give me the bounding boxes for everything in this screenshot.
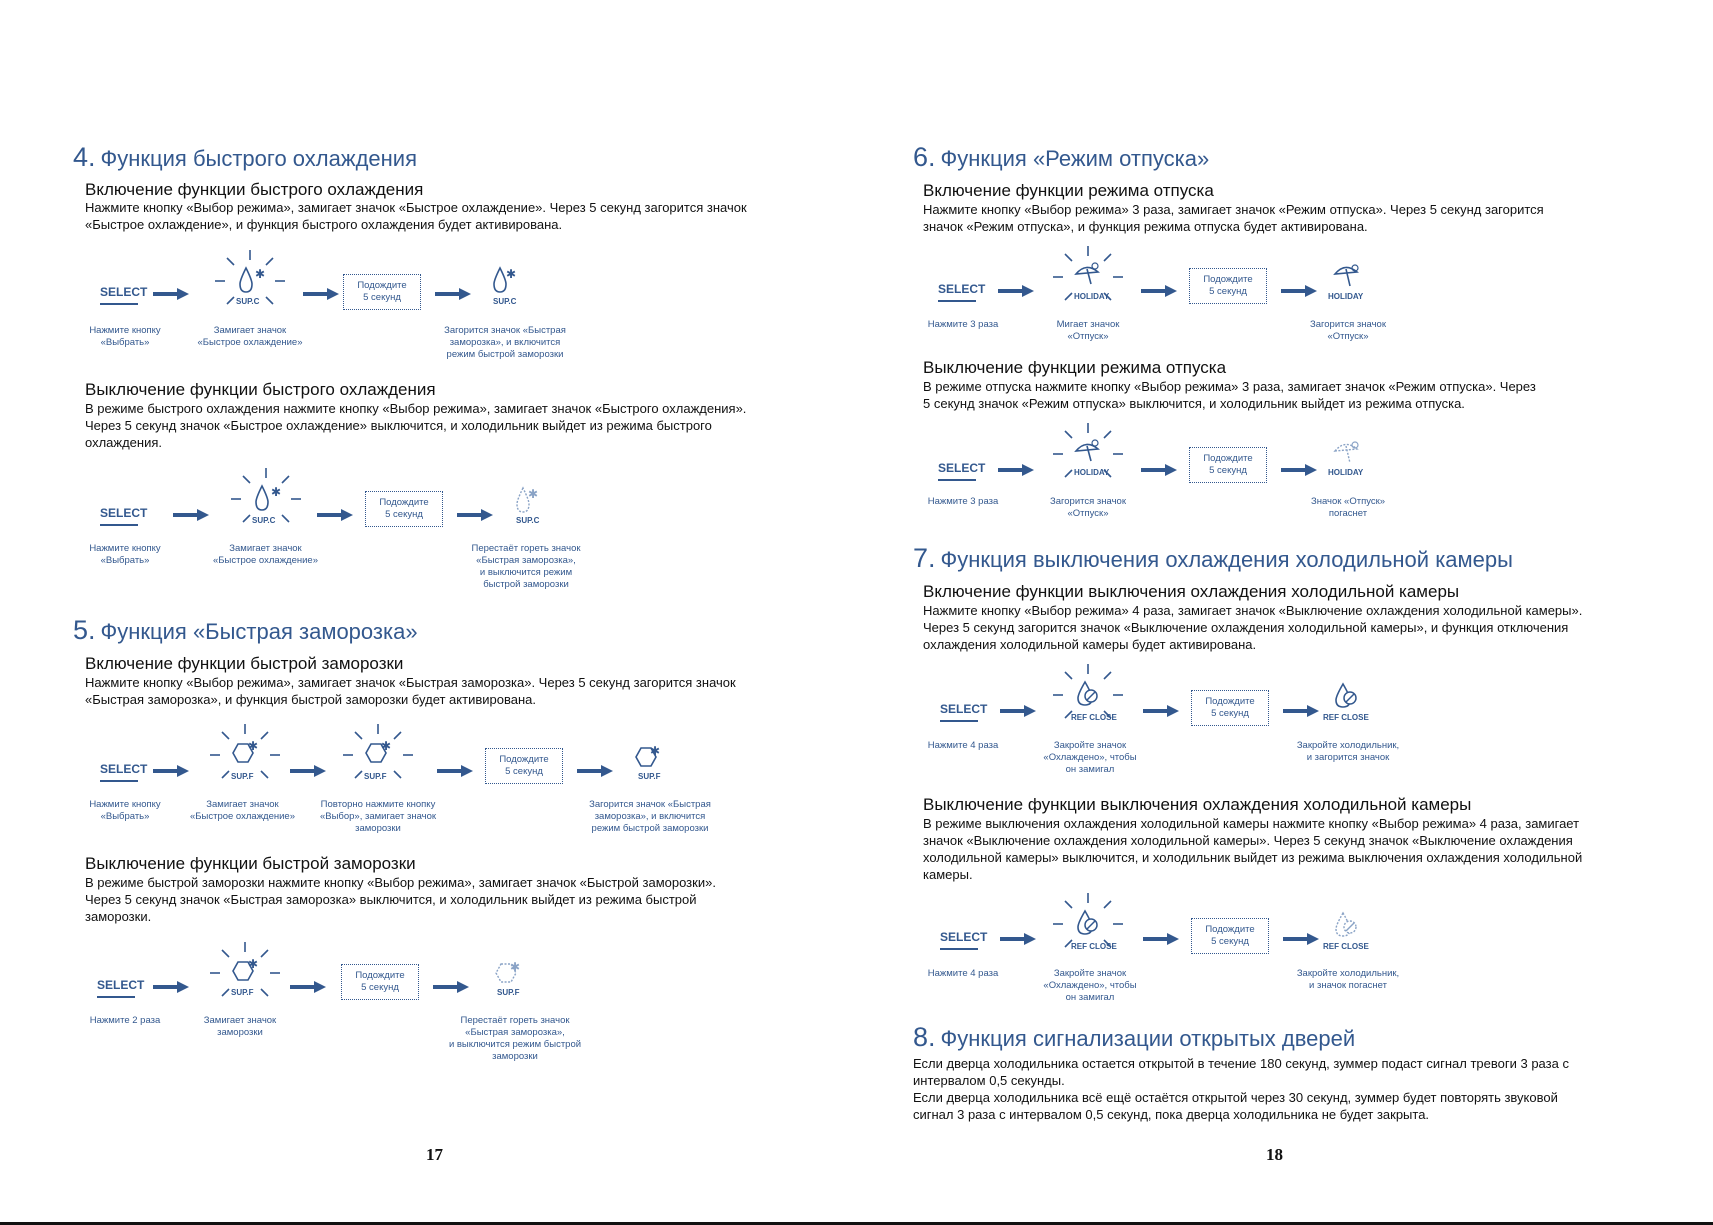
select-button: SELECT (938, 282, 985, 296)
section-7-heading: 7. Функция выключения охлаждения холодильной камеры (913, 543, 1513, 573)
wait-box: Подождите 5 секунд (1189, 268, 1267, 304)
svg-text:✱: ✱ (650, 744, 661, 758)
arrow-icon (1281, 285, 1317, 297)
s4-on-title: Включение функции быстрого охлаждения (85, 180, 424, 199)
page-18 (856, 0, 1712, 1225)
arrow-icon (433, 981, 469, 993)
s6-off-diagram (923, 421, 1623, 519)
caption: Мигает значок «Отпуск» (1056, 319, 1120, 342)
caption: Загорится значок «Быстрая заморозка», и включится режим быстрой заморозки (444, 325, 566, 360)
s6-off-title: Выключение функции режима отпуска (923, 358, 1227, 377)
s4-on-text: Нажмите кнопку «Выбор режима», замигает значок «Быстрое охлаждение». Через 5 секунд загорится значок «Быстрое охлаждение», и функция быстрого охлаждения будет активирована. (85, 200, 747, 232)
s5-off-diagram (85, 940, 785, 1062)
caption: Замигает значок «Быстрое охлаждение» (197, 325, 303, 348)
arrow-icon (290, 981, 326, 993)
wait-box: Подождите 5 секунд (343, 274, 421, 310)
s4-off-diagram (85, 466, 785, 590)
wait-box: Подождите 5 секунд (1191, 918, 1269, 954)
caption: Закройте холодильник, и загорится значок (1296, 740, 1400, 763)
page-number: 18 (1266, 1145, 1283, 1164)
arrow-icon (1000, 705, 1036, 717)
caption: Нажмите 4 раза (927, 968, 999, 979)
icon-label: SUP.F (231, 988, 254, 997)
select-button: SELECT (938, 461, 985, 475)
icon-label: SUP.F (231, 772, 254, 781)
s8-text: Если дверца холодильника остается открытой в течение 180 секунд, зуммер подаст сигнал тревоги 3 раза с интервалом 0,5 секунды. Если дверца холодильника всё ещё остаётся открытой через 30 секунд, зуммер будет повторять звуковой сигнал 3 раза с интервалом 0,5 секунд, пока дверца холодильника не будет закрыта. (913, 1056, 1569, 1122)
arrow-icon (1283, 705, 1319, 717)
svg-text:✱: ✱ (248, 739, 259, 753)
wait-box: Подождите 5 секунд (1189, 447, 1267, 483)
supf-off-icon (495, 960, 525, 990)
svg-text:✱: ✱ (528, 487, 539, 501)
s5-on-diagram (85, 722, 785, 834)
arrow-icon (998, 464, 1034, 476)
arrow-icon (1143, 705, 1179, 717)
s7-off-title: Выключение функции выключения охлаждения холодильной камеры (923, 795, 1472, 814)
caption: Закройте холодильник, и значок погаснет (1296, 968, 1400, 991)
select-button: SELECT (100, 285, 147, 299)
select-button: SELECT (940, 702, 987, 716)
icon-label: SUP.F (638, 772, 661, 781)
svg-text:✱: ✱ (248, 957, 259, 971)
icon-label: SUP.F (364, 772, 387, 781)
icon-label: SUP.C (252, 516, 276, 525)
icon-label: HOLIDAY (1328, 292, 1364, 301)
icon-label: HOLIDAY (1328, 468, 1364, 477)
s4-off-title: Выключение функции быстрого охлаждения (85, 380, 436, 399)
supc-off-icon (513, 486, 543, 516)
s7-off-diagram (923, 891, 1623, 1003)
icon-label: SUP.C (516, 516, 540, 525)
caption: Значок «Отпуск» погаснет (1310, 496, 1386, 519)
caption: Закройте значок «Охлаждено», чтобы он замигал (1043, 968, 1137, 1003)
s5-off-text: В режиме быстрой заморозки нажмите кнопку «Выбор режима», замигает значок «Быстрой заморозки». Через 5 секунд значок «Быстрая заморозка» выключится, и холодильник выйдет из режима быстрой заморозки. (85, 875, 716, 924)
caption: Замигает значок «Быстрое охлаждение» (190, 799, 295, 822)
arrow-icon (577, 765, 613, 777)
arrow-icon (1000, 933, 1036, 945)
caption: Перестаёт гореть значок «Быстрая заморозка», и выключится режим быстрой заморозки (448, 1015, 582, 1062)
caption: Повторно нажмите кнопку «Выбор», замигает значок заморозки (319, 799, 437, 834)
caption: Нажмите кнопку «Выбрать» (89, 543, 161, 566)
arrow-icon (1283, 933, 1319, 945)
svg-text:✱: ✱ (381, 739, 392, 753)
arrow-icon (437, 765, 473, 777)
arrow-icon (1141, 464, 1177, 476)
arrow-icon (1143, 933, 1179, 945)
s5-off-title: Выключение функции быстрой заморозки (85, 854, 416, 873)
icon-label: REF CLOSE (1071, 713, 1117, 722)
s6-off-text: В режиме отпуска нажмите кнопку «Выбор режима» 3 раза, замигает значок «Режим отпуска». Через 5 секунд значок «Режим отпуска» выключится, и холодильник выйдет из режима отпуска. (923, 379, 1536, 411)
s6-on-text: Нажмите кнопку «Выбор режима» 3 раза, замигает значок «Режим отпуска». Через 5 секунд загорится значок «Режим отпуска», и функция режима отпуска будет активирована. (923, 202, 1544, 234)
select-button: SELECT (100, 762, 147, 776)
svg-text:✱: ✱ (510, 960, 521, 974)
caption: Нажмите 4 раза (927, 740, 999, 751)
s4-off-text: В режиме быстрого охлаждения нажмите кнопку «Выбор режима», замигает значок «Быстрого охлаждения». Через 5 секунд значок «Быстрое охлаждение» выключится, и холодильник выйдет из режима быстрого охлаждения. (85, 401, 747, 450)
icon-label: HOLIDAY (1074, 292, 1110, 301)
arrow-icon (153, 765, 189, 777)
arrow-icon (173, 509, 209, 521)
supc-icon (490, 266, 520, 296)
caption: Закройте значок «Охлаждено», чтобы он замигал (1043, 740, 1137, 775)
holiday-icon (1331, 262, 1367, 292)
icon-label: REF CLOSE (1323, 713, 1369, 722)
wait-box: Подождите 5 секунд (365, 491, 443, 527)
s7-on-title: Включение функции выключения охлаждения холодильной камеры (923, 582, 1460, 601)
svg-text:✱: ✱ (271, 485, 282, 499)
supf-icon (635, 744, 665, 774)
s7-off-text: В режиме выключения охлаждения холодильной камеры нажмите кнопку «Выбор режима» 4 раза, замигает значок «Выключение охлаждения холодильной камеры». Через 5 секунд значок «Выключение охлаждения холодильной камеры» выключится, и холодильник выйдет из режима выключения охлаждения холодильной камеры. (923, 816, 1583, 882)
arrow-icon (1281, 464, 1317, 476)
caption: Перестаёт гореть значок «Быстрая заморозка», и выключится режим быстрой заморозки (471, 543, 581, 590)
refclose-icon (1333, 682, 1363, 712)
wait-box: Подождите 5 секунд (485, 748, 563, 784)
arrow-icon (153, 288, 189, 300)
caption: Нажмите 3 раза (927, 319, 999, 330)
svg-text:✱: ✱ (255, 267, 266, 281)
page-number: 17 (426, 1145, 443, 1164)
s6-on-diagram (923, 244, 1623, 342)
section-4-heading: 4. Функция быстрого охлаждения (73, 142, 417, 172)
icon-label: REF CLOSE (1071, 942, 1117, 951)
icon-label: HOLIDAY (1074, 468, 1110, 477)
icon-label: REF CLOSE (1323, 942, 1369, 951)
arrow-icon (435, 288, 471, 300)
s4-on-diagram (85, 248, 785, 360)
caption: Нажмите 3 раза (927, 496, 999, 507)
caption: Загорится значок «Быстрая заморозка», и включится режим быстрой заморозки (589, 799, 711, 834)
section-8-heading: 8. Функция сигнализации открытых дверей (913, 1022, 1356, 1052)
caption: Загорится значок «Отпуск» (1050, 496, 1126, 519)
wait-box: Подождите 5 секунд (1191, 690, 1269, 726)
refclose-off-icon (1333, 911, 1363, 941)
select-button: SELECT (100, 506, 147, 520)
arrow-icon (457, 509, 493, 521)
icon-label: SUP.F (497, 988, 520, 997)
s5-on-title: Включение функции быстрой заморозки (85, 654, 404, 673)
icon-label: SUP.C (493, 297, 517, 306)
caption: Нажмите кнопку «Выбрать» (89, 325, 161, 348)
caption: Нажмите кнопку «Выбрать» (89, 799, 161, 822)
section-5-heading: 5. Функция «Быстрая заморозка» (73, 615, 418, 645)
page-17 (0, 0, 856, 1225)
caption: Нажмите 2 раза (89, 1015, 161, 1026)
s5-on-text: Нажмите кнопку «Выбор режима», замигает значок «Быстрая заморозка». Через 5 секунд загорится значок «Быстрая заморозка», и функция быстрой заморозки будет активирована. (85, 675, 736, 707)
caption: Замигает значок «Быстрое охлаждение» (213, 543, 318, 566)
arrow-icon (1141, 285, 1177, 297)
arrow-icon (153, 981, 189, 993)
wait-box: Подождите 5 секунд (341, 964, 419, 1000)
select-button: SELECT (97, 978, 144, 992)
s7-on-text: Нажмите кнопку «Выбор режима» 4 раза, замигает значок «Выключение охлаждения холодильной камеры». Через 5 секунд загорится значок «Выключение охлаждения холодильной камеры», и функция отключения охлаждения холодильной камеры будет активирована. (923, 603, 1583, 652)
svg-text:✱: ✱ (506, 267, 517, 281)
arrow-icon (303, 288, 339, 300)
select-button: SELECT (940, 930, 987, 944)
arrow-icon (290, 765, 326, 777)
s7-on-diagram (923, 662, 1623, 775)
icon-label: SUP.C (236, 297, 260, 306)
caption: Замигает значок заморозки (203, 1015, 277, 1038)
arrow-icon (998, 285, 1034, 297)
arrow-icon (317, 509, 353, 521)
holiday-off-icon (1331, 439, 1367, 469)
section-6-heading: 6. Функция «Режим отпуска» (913, 142, 1210, 172)
s6-on-title: Включение функции режима отпуска (923, 181, 1214, 200)
caption: Загорится значок «Отпуск» (1310, 319, 1386, 342)
